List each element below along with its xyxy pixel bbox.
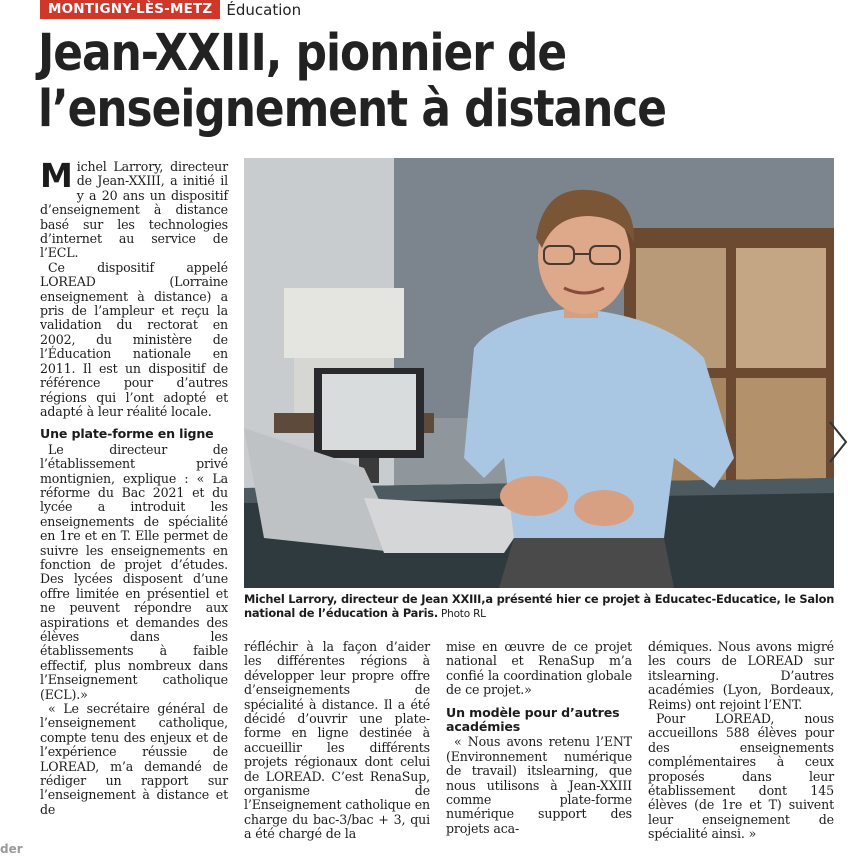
dropcap: M <box>40 156 73 195</box>
reader-label: der <box>0 842 23 856</box>
paragraph-text: ichel Larrory, directeur de Jean-XXIII, a initié il y a 20 ans un dispositif d’enseignement à distance basé sur les technologies d’internet au service de l’ECL. <box>40 159 228 261</box>
chevron-right-icon[interactable] <box>826 418 848 466</box>
paragraph <box>40 156 228 261</box>
photo-caption <box>244 592 836 621</box>
caption-text: Michel Larrory, directeur de Jean XXIII,a présenté hier ce projet à Educatec-Educatice, le Salon national de l’éducation à Paris. <box>244 592 835 620</box>
paragraph: Le directeur de l’établissement privé montignien, explique : « La réforme du Bac 2021 et du lycée a introduit les enseignements de spécialité en 1re et en T. Elle permet de suivre les enseignements en fonction de projet d’études. Des lycées disposent d’une offre limitée en présentiel et ne peuvent répondre aux aspirations et demandes des élèves dans les établissements à faible effectif, plus nombreux dans l’Enseignement catholique (ECL).» <box>40 441 228 702</box>
article-kicker <box>40 0 301 19</box>
photo-credit: Photo RL <box>441 608 486 620</box>
paragraph: Pour LOREAD, nous accueillons 588 élèves pour des enseignements complémentaires à ceux proposés dans leur établissement dont 145 élèves (de 1re et T) suivent leur enseignement de spécialité ainsi. » <box>648 711 834 842</box>
paragraph: mise en œuvre de ce projet national et RenaSup m’a confié la coordination globale de ce projet.» <box>446 639 632 698</box>
subheading: Une plate-forme en ligne <box>40 426 214 442</box>
headline-line-1: Jean-XXIII, pionnier de <box>38 24 567 83</box>
paragraph: « Nous avons retenu l’ENT (Environnement numérique de travail) itslearning, que nous utilisons à Jean-XXIII comme plate-forme numérique support des projets aca- <box>446 734 632 836</box>
location-tag: MONTIGNY-LÈS-METZ <box>40 0 220 19</box>
article-photo <box>244 158 834 588</box>
subheading: Un modèle pour d’autres académies <box>446 704 620 735</box>
headline <box>38 26 709 138</box>
article-column-3 <box>446 640 632 836</box>
article-column-4 <box>648 640 834 842</box>
paragraph: démiques. Nous avons migré les cours de LOREAD sur itslearning. D’autres académies (Lyon, Bordeaux, Reims) ont rejoint l’ENT. <box>648 639 834 712</box>
headline-line-2: l’enseignement à distance <box>38 80 666 139</box>
paragraph: Ce dispositif appelé LOREAD (Lorraine enseignement à distance) a pris de l’ampleur et reçu la validation du rectorat en 2002, du ministère de l’Éducation nationale en 2011. Il est un dispositif de référence pour d’autres régions qui l’ont adopté et adapté à leur réalité locale. <box>40 259 228 419</box>
photo-illustration <box>244 158 834 588</box>
paragraph: « Le secrétaire général de l’enseignement catholique, compte tenu des enjeux et de l’expérience réussie de LOREAD, m’a demandé de rédiger un rapport sur l’enseignement à distance et de <box>40 701 228 817</box>
article-column-1 <box>40 156 228 817</box>
article-column-2 <box>244 640 430 842</box>
paragraph: réfléchir à la façon d’aider les différentes régions à développer leur propre offre d’enseignements de spécialité à distance. Il a été décidé d’ouvrir une plate-forme en ligne destinée à accueillir les différents projets régionaux dont celui de LOREAD. C’est RenaSup, organisme de l’Enseignement catholique en charge du bac-3/bac + 3, qui a été chargé de la <box>244 639 430 842</box>
section-label: Éducation <box>226 0 302 19</box>
